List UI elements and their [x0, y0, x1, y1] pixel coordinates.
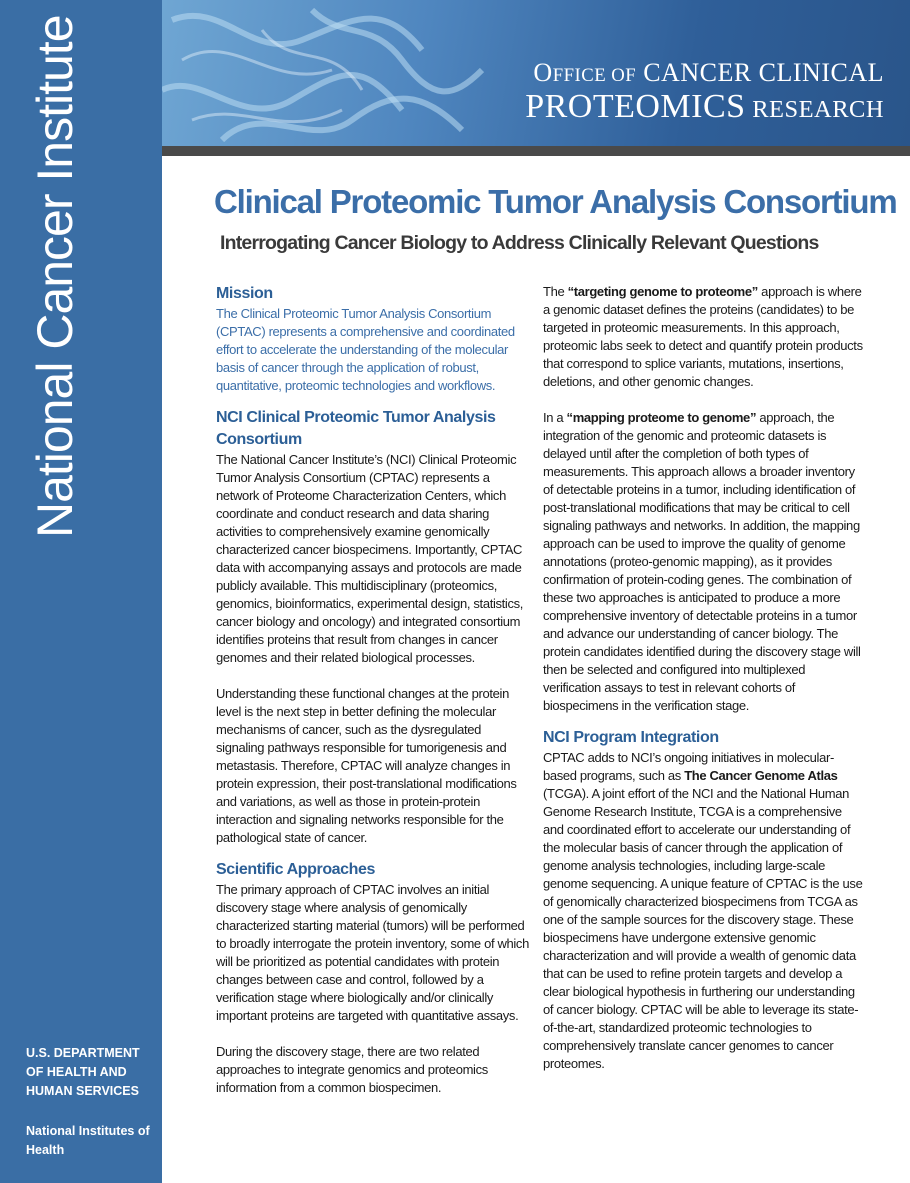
sidebar-title: National Cancer Institute — [27, 15, 83, 538]
page-title: Clinical Proteomic Tumor Analysis Consortium — [214, 183, 897, 220]
banner-line-2: PROTEOMICS RESEARCH — [525, 88, 884, 125]
banner-line-1: OFFICE OF CANCER CLINICAL — [533, 58, 884, 87]
scientific-paragraph-2: During the discovery stage, there are two related approaches to integrate genomics and proteomics information from a common biospecimen. — [216, 1044, 488, 1095]
mission-heading: Mission — [216, 285, 273, 302]
nci-cptac-heading: NCI Clinical Proteomic Tumor Analysis Consortium — [216, 409, 496, 448]
nci-cptac-paragraph-1: The National Cancer Institute’s (NCI) Clinical Proteomic Tumor Analysis Consortium (CPTAC) represents a network of Proteome Characterization Centers, which coordinate and conduct research and data sharing activities to comprehensively examine genomically characterized cancer biospecimens. Importantly, CPTAC data with accompanying assays and protocols are made publicly available. This multidisciplinary (proteomics, genomics, bioinformatics, experimental design, statistics, cancer biology and oncology) and integrated consortium identifies proteins that result from changes in cancer genomes and their related biological processes. — [216, 452, 524, 665]
targeting-term: “targeting genome to proteome” — [567, 284, 758, 299]
header-divider-band — [162, 146, 910, 156]
nih-label: National Institutes of Health — [26, 1124, 150, 1157]
mission-text: The Clinical Proteomic Tumor Analysis Consortium (CPTAC) represents a comprehensive and coordinated effort to accelerate the understanding of the molecular basis of cancer through the application of robust, quantitative, proteomic technologies and workflows. — [216, 306, 515, 393]
sidebar — [0, 0, 162, 1183]
mapping-term: “mapping proteome to genome” — [566, 410, 757, 425]
right-column — [543, 283, 863, 1073]
targeting-paragraph: The “targeting genome to proteome” approach is where a genomic dataset defines the proteins (candidates) to be targeted in proteomic measurements. In this approach, proteomic labs seek to detect and quantify protein products that correspond to splice variants, mutations, insertions, deletions, and other genomic changes. — [543, 284, 863, 389]
header-banner — [162, 0, 910, 146]
nci-cptac-paragraph-2: Understanding these functional changes at the protein level is the next step in better defining the molecular mechanisms of cancer, such as the dysregulated signaling pathways responsible for tumorigenesis and metastasis. Therefore, CPTAC will analyze changes in protein expression, their post-translational modifications and variations, as well as those in protein-protein interaction and signaling networks responsible for the pathological state of cancer. — [216, 686, 517, 845]
page-subtitle: Interrogating Cancer Biology to Address Clinically Relevant Questions — [220, 232, 819, 254]
mapping-paragraph: In a “mapping proteome to genome” approach, the integration of the genomic and proteomic datasets is delayed until after the completion of both types of measurements. This approach allows a broader inventory of detectable proteins in a tumor, including identification of post-translational modifications that may be critical to cell signaling pathways and networks. In addition, the mapping approach can be used to improve the quality of genome annotations (proteo-genomic mapping), as it provides confirmation of protein-coding genes. The combination of these two approaches is anticipated to produce a more comprehensive inventory of detectable proteins in a tumor and advance our understanding of cancer biology. The protein candidates identified during the discovery stage will then be selected and configured into multiplexed verification assays to test in relevant cohorts of biospecimens in the verification stage. — [543, 410, 861, 713]
tcga-term: The Cancer Genome Atlas — [684, 768, 838, 783]
scientific-approaches-heading: Scientific Approaches — [216, 861, 376, 878]
hhs-label: U.S. DEPARTMENT OF HEALTH AND HUMAN SERVICES — [26, 1046, 140, 1098]
scientific-paragraph-1: The primary approach of CPTAC involves an initial discovery stage where analysis of genomically characterized starting material (tumors) will be performed to broadly interrogate the protein inventory, some of which will be prioritized as potential candidates with protein changes between case and control, followed by a verification stage where biologically and/or clinically important proteins are targeted with quantitative assays. — [216, 882, 529, 1023]
left-column — [216, 283, 532, 1097]
program-integration-paragraph: CPTAC adds to NCI’s ongoing initiatives in molecular-based programs, such as The Cancer Genome Atlas (TCGA). A joint effort of the NCI and the National Human Genome Research Institute, TCGA is a comprehensive and coordinated effort to accelerate our understanding of the molecular basis of cancer through the application of genome analysis technologies, including large-scale genome sequencing. A unique feature of CPTAC is the use of genomically characterized biospecimens from TCGA as one of the sample sources for the discovery stage. These biospecimens have undergone extensive genomic characterization and will provide a wealth of genomic data that can be used to refine protein targets and develop a clear biological hypothesis in furthering our understanding of cancer biology. CPTAC will be able to leverage its state-of-the-art, standardized proteomic technologies to comprehensively translate cancer genomes to cancer proteomes. — [543, 750, 863, 1071]
program-integration-heading: NCI Program Integration — [543, 729, 719, 746]
